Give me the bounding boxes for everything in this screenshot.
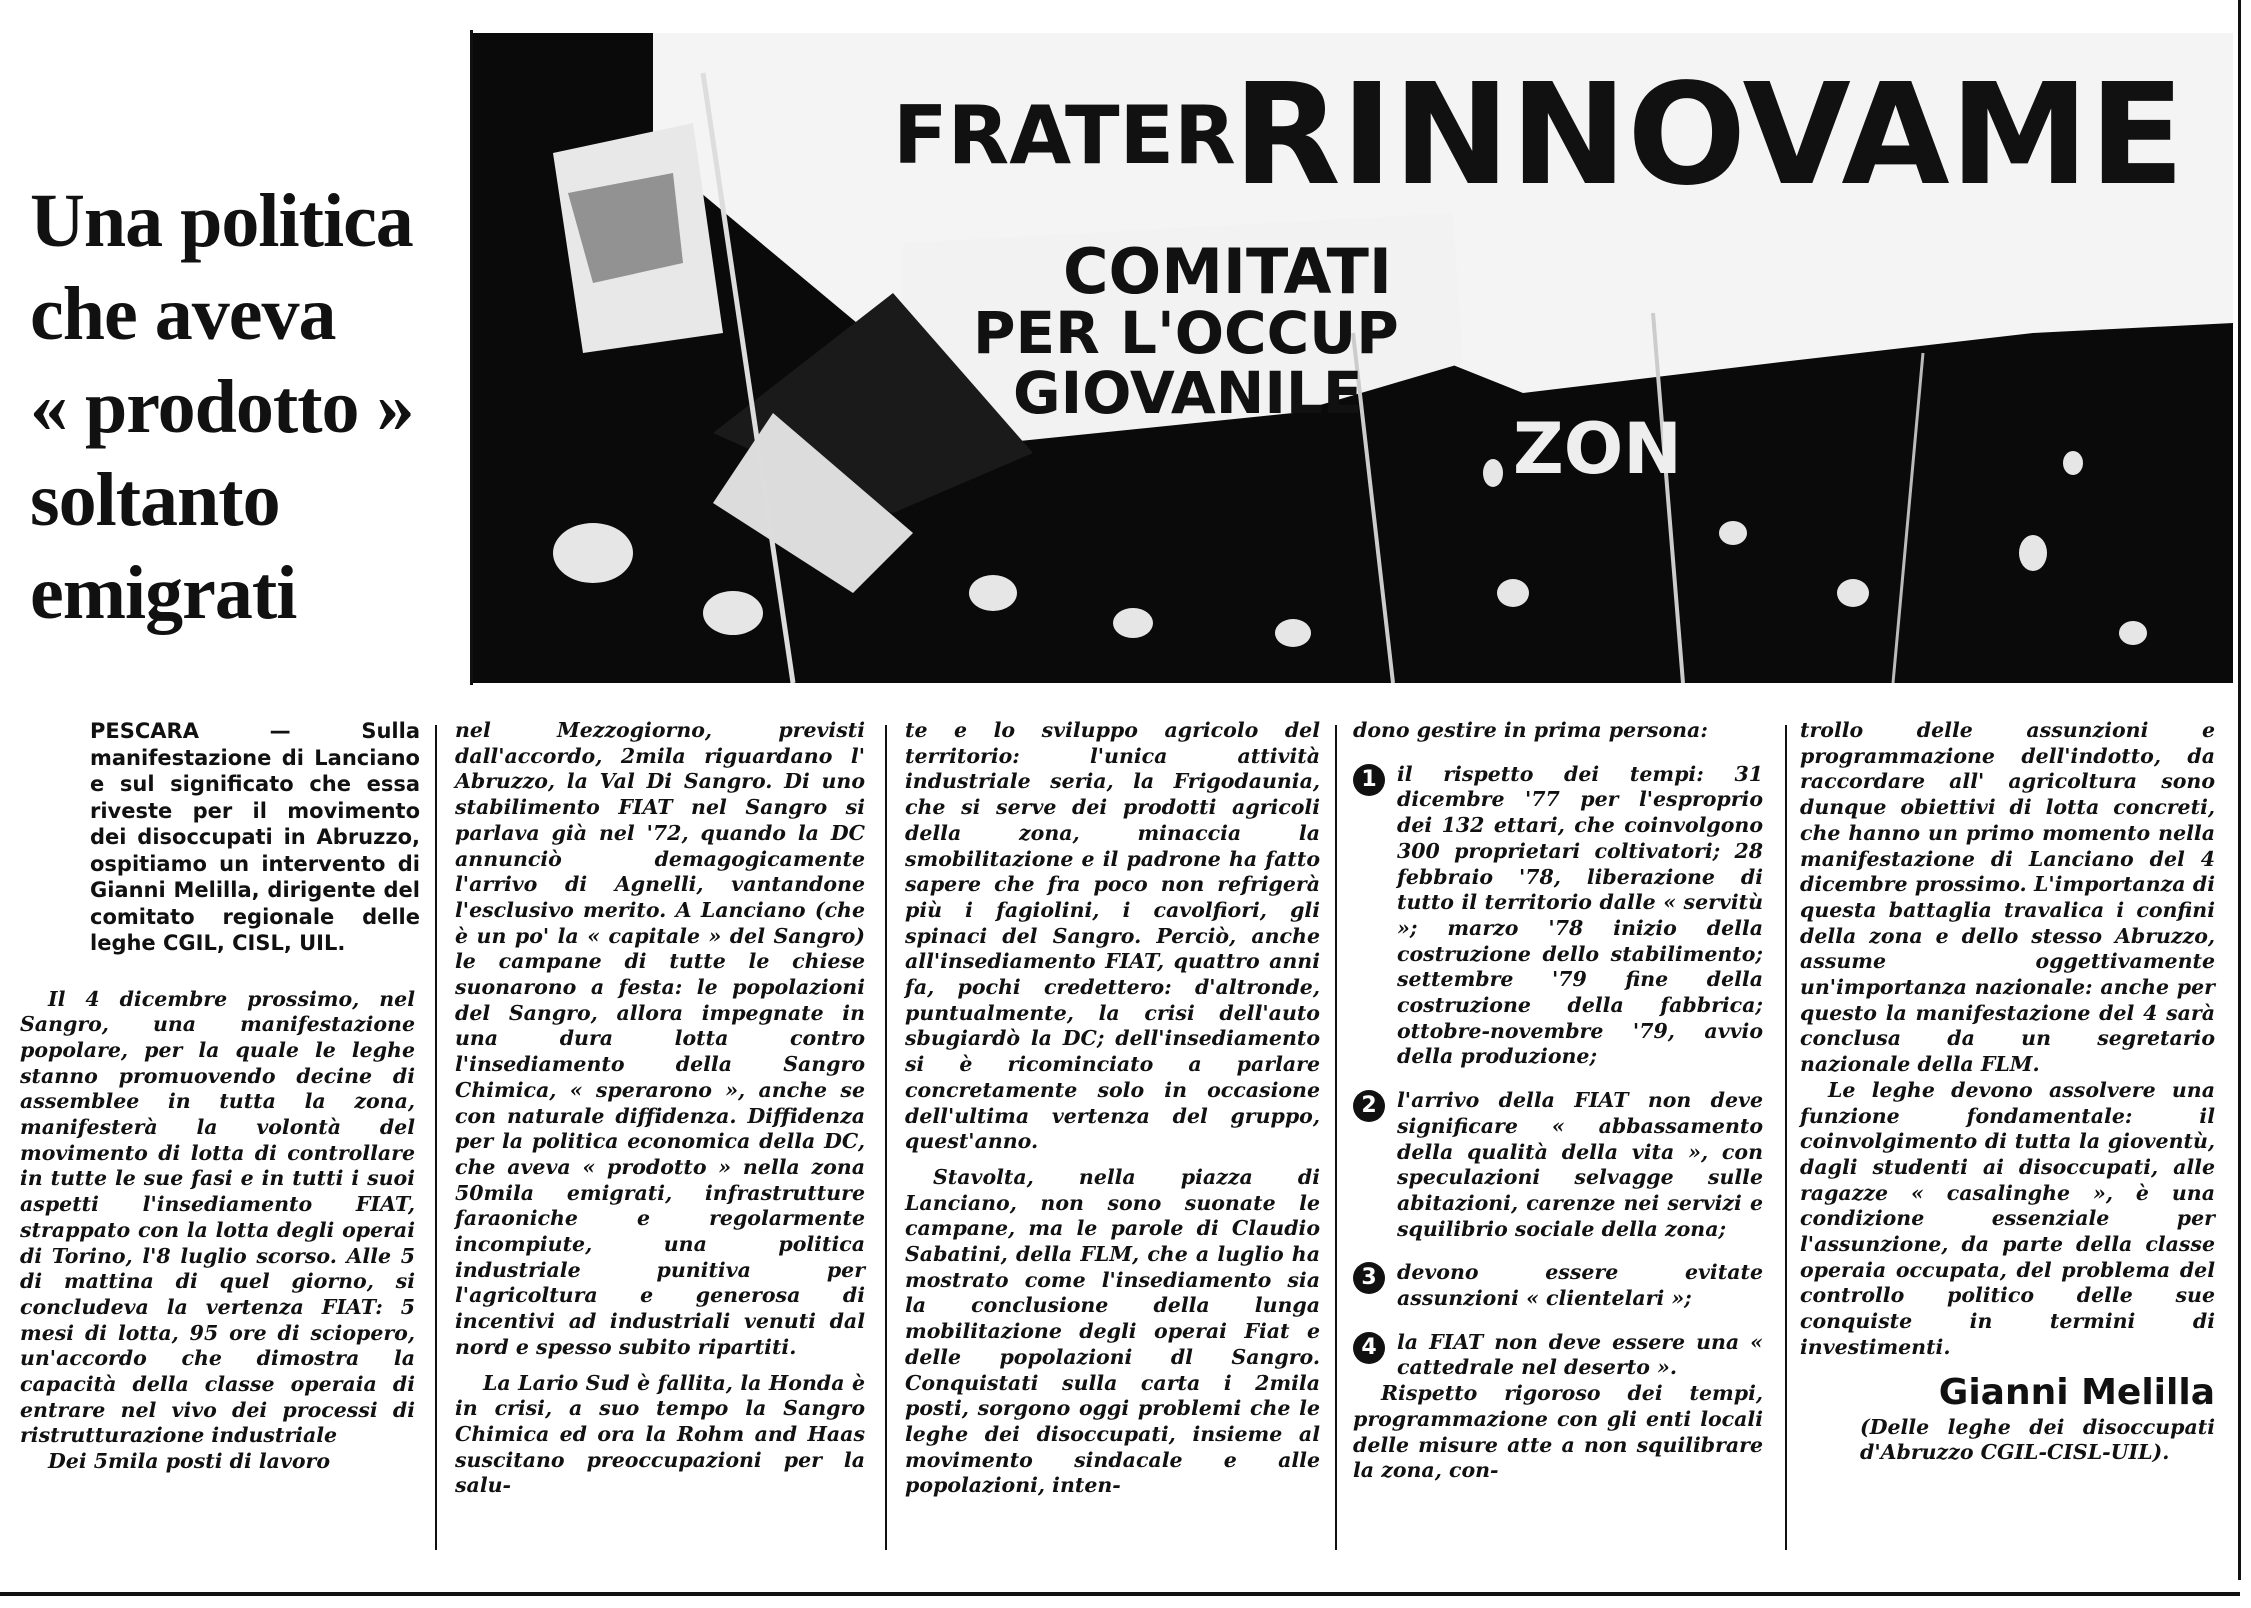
protest-photo	[473, 33, 2233, 683]
banner-text-comitati: COMITATI	[1063, 235, 1392, 308]
point-text: devono essere evitate assunzioni « clientelari »;	[1397, 1260, 1763, 1311]
point-text: il rispetto dei tempi: 31 dicembre '77 per l'esproprio dei 132 ettari, che coinvolgono 300 proprietari coltivatori; 28 febbraio '78, liberazione di tutto il territorio dalle « servitù »; marzo '78 inizio della costruzione dello stabilimento; settembre '79 fine della costruzione della fabbrica; ottobre-novembre '79, avvio della produzione;	[1397, 761, 1763, 1069]
point-number-badge: 2	[1353, 1090, 1385, 1122]
article-column-3	[905, 718, 1320, 1499]
point-number-badge: 4	[1353, 1332, 1385, 1364]
column-divider	[435, 725, 437, 1550]
article-lead: PESCARA — Sulla manifestazione di Lanciano e sul significato che essa riveste per il movimento dei disoccupati in Abruzzo, ospitiamo un intervento di Gianni Melilla, dirigente del comitato regionale delle leghe CGIL, CISL, UIL.	[90, 719, 420, 955]
article-paragraph: Stavolta, nella piazza di Lanciano, non sono suonate le campane, ma le parole di Claudio Sabatini, della FLM, che a luglio ha mostrato come l'insediamento sia la conclusione della lunga mobilitazione degli operai Fiat e delle popolazioni dl Sangro. Conquistati sulla carta i 2mila posti, sorgono oggi problemi che le leghe dei disoccupati, insieme al movimento sindacale e alle popolazioni, inten-	[905, 1164, 1320, 1498]
author-signature: Gianni Melilla	[1938, 1371, 2215, 1413]
point-number-badge: 1	[1353, 764, 1385, 796]
banner-text-giovanile: GIOVANILE	[1013, 359, 1363, 427]
banner-text-rinnovame: RINNOVAME	[1233, 54, 2185, 217]
point-text: l'arrivo della FIAT non deve significare « abbassamento della qualità della vita », con speculazioni selvagge sulle abitazioni, carenze nei servizi e squilibrio sociale della zona;	[1397, 1088, 1763, 1241]
headline-line: soltanto	[30, 458, 280, 542]
article-paragraph: Rispetto rigoroso dei tempi, programmazione con gli enti locali delle misure atte a non squilibrare la zona, con-	[1353, 1381, 1763, 1483]
article-paragraph: trollo delle assunzioni e programmazione dell'indotto, da raccordare all' agricoltura sono dunque obiettivi di lotta concreti, che hanno un primo momento nella manifestazione di Lanciano del 4 dicembre prossimo. L'importanza di questa battaglia travalica i confini della zona e dello stesso Abruzzo, assume oggettivamente un'importanza nazionale: anche per questo la manifestazione del 4 sarà conclusa da un segretario nazionale della FLM.	[1800, 718, 2215, 1077]
author-affiliation: (Delle leghe dei disoccupati d'Abruzzo CGIL-CISL-UIL).	[1860, 1414, 2215, 1465]
page-right-rule	[2238, 0, 2241, 1580]
headline	[30, 175, 460, 640]
banner-text-frater: FRATER	[893, 89, 1236, 182]
banner-text-occupazione: PER L'OCCUP	[973, 299, 1399, 367]
article-column-4	[1353, 718, 1763, 1484]
column-divider	[1785, 725, 1787, 1550]
point-text: la FIAT non deve essere una « cattedrale nel deserto ».	[1397, 1329, 1763, 1380]
article-paragraph: Il 4 dicembre prossimo, nel Sangro, una manifestazione popolare, per la quale le leghe stanno promuovendo decine di assemblee in tutta la zona, manifesterà la volontà del movimento di lotta di controllare in tutte le sue fasi e in tutti i suoi aspetti l'insediamento FIAT, strappato con la lotta degli operai di Torino, l'8 luglio scorso. Alle 5 di mattina di quel giorno, si concludeva la vertenza FIAT: 5 mesi di lotta, 95 ore di sciopero, un'accordo che dimostra la capacità della classe operaia di entrare nel vivo dei processi di ristrutturazione industriale	[20, 986, 415, 1448]
headline-line: Una politica	[30, 179, 413, 263]
article-column-1	[20, 718, 420, 1475]
protest-photo-illustration	[473, 33, 2233, 683]
numbered-point	[1353, 762, 1763, 1070]
article-column-2	[455, 718, 865, 1499]
article-paragraph: Le leghe devono assolvere una funzione fondamentale: il coinvolgimento di tutta la gioventù, dagli studenti ai disoccupati, alle ragazze « casalinghe », è una condizione essenziale per l'assunzione, da parte della classe operaia occupata, del problema del controllo politico delle sue conquiste in termini di investimenti.	[1800, 1077, 2215, 1359]
column-divider	[885, 725, 887, 1550]
numbered-point	[1353, 1330, 1763, 1381]
article-paragraph: dono gestire in prima persona:	[1353, 718, 1708, 742]
article-paragraph: te e lo sviluppo agricolo del territorio: l'unica attività industriale seria, la Frigodaunia, che si serve dei prodotti agricoli della zona, minaccia la smobilitazione e il padrone ha fatto sapere che fra poco non refrigerà più i fagiolini, i cavolfiori, gli spinaci del Sangro. Perciò, anche all'insediamento FIAT, quattro anni fa, pochi credettero: d'altronde, puntualmente, la crisi dell'auto sbugiardò la DC; dell'insediamento si è ricominciato a parlare concretamente solo in occasione dell'ultima vertenza del gruppo, quest'anno.	[905, 718, 1320, 1154]
headline-line: che aveva	[30, 272, 336, 356]
bottom-rule	[0, 1592, 2240, 1596]
article-paragraph: La Lario Sud è fallita, la Honda è in crisi, a suo tempo la Sangro Chimica ed ora la Rohm and Haas suscitano preoccupazioni per la salu-	[455, 1370, 865, 1498]
article-paragraph: nel Mezzogiorno, previsti dall'accordo, 2mila riguardano l' Abruzzo, la Val Di Sangro. Di uno stabilimento FIAT nel Sangro si parlava già nel '72, quando la DC annunciò demagogicamente l'arrivo di Agnelli, vantandone l'esclusivo merito. A Lanciano (che è un po' la « capitale » del Sangro) le campane di tutte le chiese suonarono a festa: le popolazioni del Sangro, allora impegnate in una dura lotta contro l'insediamento della Sangro Chimica, « sperarono », anche se con naturale diffidenza. Diffidenza per la politica economica della DC, che aveva « prodotto » nella zona 50mila emigrati, infrastrutture faraoniche e regolarmente incompiute, una politica industriale punitiva per l'agricoltura e generosa di incentivi ad industriali venuti dal nord e spesso subito ripartiti.	[455, 718, 865, 1359]
headline-line: « prodotto »	[30, 365, 414, 449]
headline-line: emigrati	[30, 551, 297, 635]
numbered-point	[1353, 1088, 1763, 1242]
column-divider	[1335, 725, 1337, 1550]
point-number-badge: 3	[1353, 1262, 1385, 1294]
numbered-point	[1353, 1260, 1763, 1311]
article-paragraph: Dei 5mila posti di lavoro	[48, 1449, 331, 1474]
banner-text-zona: ZON	[1513, 408, 1682, 490]
article-column-5	[1800, 718, 2215, 1466]
